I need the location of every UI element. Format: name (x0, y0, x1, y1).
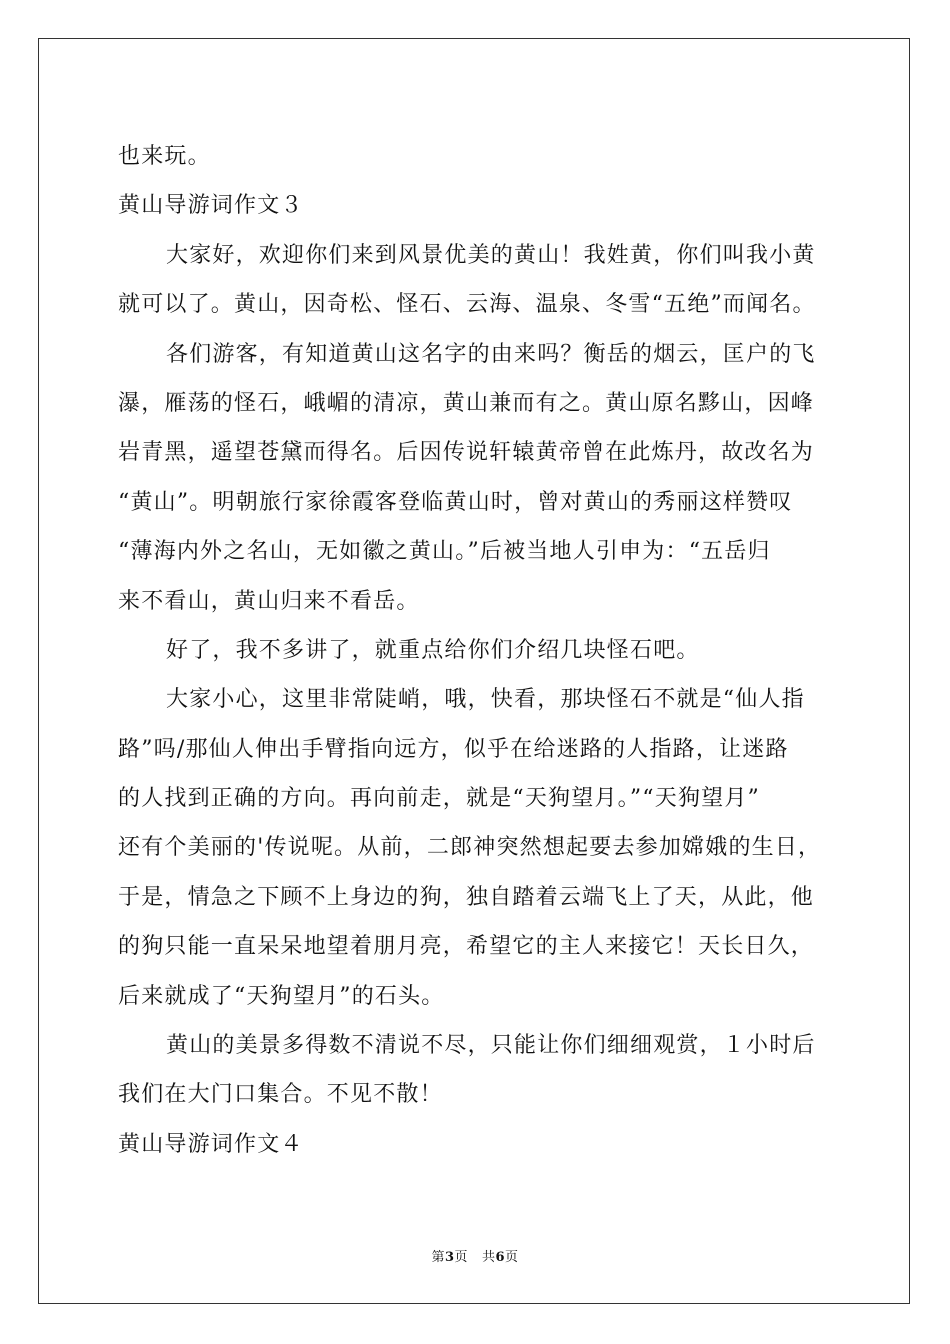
text-line: 也来玩。 (118, 144, 211, 169)
paragraph-line: 岩青黑，遥望苍黛而得名。后因传说轩辕黄帝曾在此炼丹，故改名为 (118, 440, 815, 466)
paragraph-line: 于是，情急之下顾不上身边的狗，独自踏着云端飞上了天，从此，他 (118, 884, 815, 910)
paragraph-line: 的人找到正确的方向。再向前走，就是“天狗望月。”“天狗望月” (118, 786, 760, 812)
paragraph-line: “黄山”。明朝旅行家徐霞客登临黄山时，曾对黄山的秀丽这样赞叹 (118, 489, 793, 515)
paragraph-line: 我们在大门口集合。不见不散！ (118, 1082, 443, 1108)
paragraph-line: 好了，我不多讲了，就重点给你们介绍几块怪石吧。 (166, 637, 700, 663)
footer-total-prefix: 共 (481, 1250, 496, 1265)
paragraph-line: 瀑，雁荡的怪石，峨嵋的清凉，黄山兼而有之。黄山原名黟山，因峰 (118, 390, 815, 416)
section-heading: 黄山导游词作文３ (118, 193, 304, 219)
paragraph-line: 各们游客，有知道黄山这名字的由来吗？衡岳的烟云，匡户的飞 (166, 341, 816, 367)
section-heading: 黄山导游词作文４ (118, 1131, 304, 1157)
total-pages-number: 6 (495, 1250, 506, 1265)
page-footer (0, 1246, 950, 1265)
footer-page-suffix: 页 (454, 1250, 469, 1265)
paragraph-line: 来不看山，黄山归来不看岳。 (118, 588, 420, 614)
current-page-number: 3 (444, 1250, 455, 1265)
paragraph-line: 大家小心，这里非常陡峭，哦，快看，那块怪石不就是“仙人指 (166, 687, 805, 713)
footer-total-suffix: 页 (505, 1250, 519, 1265)
paragraph-line: 还有个美丽的'传说呢。从前，二郎神突然想起要去参加嫦娥的生日， (118, 835, 822, 861)
paragraph-line: 就可以了。黄山，因奇松、怪石、云海、温泉、冬雪“五绝”而闻名。 (118, 292, 816, 318)
paragraph-line: 的狗只能一直呆呆地望着朋月亮，希望它的主人来接它！天长日久， (118, 934, 815, 960)
paragraph-line: 黄山的美景多得数不清说不尽，只能让你们细细观赏，１小时后 (166, 1033, 816, 1059)
paragraph-line: 大家好，欢迎你们来到风景优美的黄山！我姓黄，你们叫我小黄 (166, 242, 816, 268)
document-body (118, 132, 838, 1169)
paragraph-line: “薄海内外之名山，无如徽之黄山。”后被当地人引申为：“五岳归 (118, 539, 771, 565)
footer-prefix: 第 (431, 1250, 445, 1265)
paragraph-line: 后来就成了“天狗望月”的石头。 (118, 983, 445, 1009)
paragraph-line: 路”吗/那仙人伸出手臂指向远方，似乎在给迷路的人指路，让迷路 (118, 736, 789, 762)
